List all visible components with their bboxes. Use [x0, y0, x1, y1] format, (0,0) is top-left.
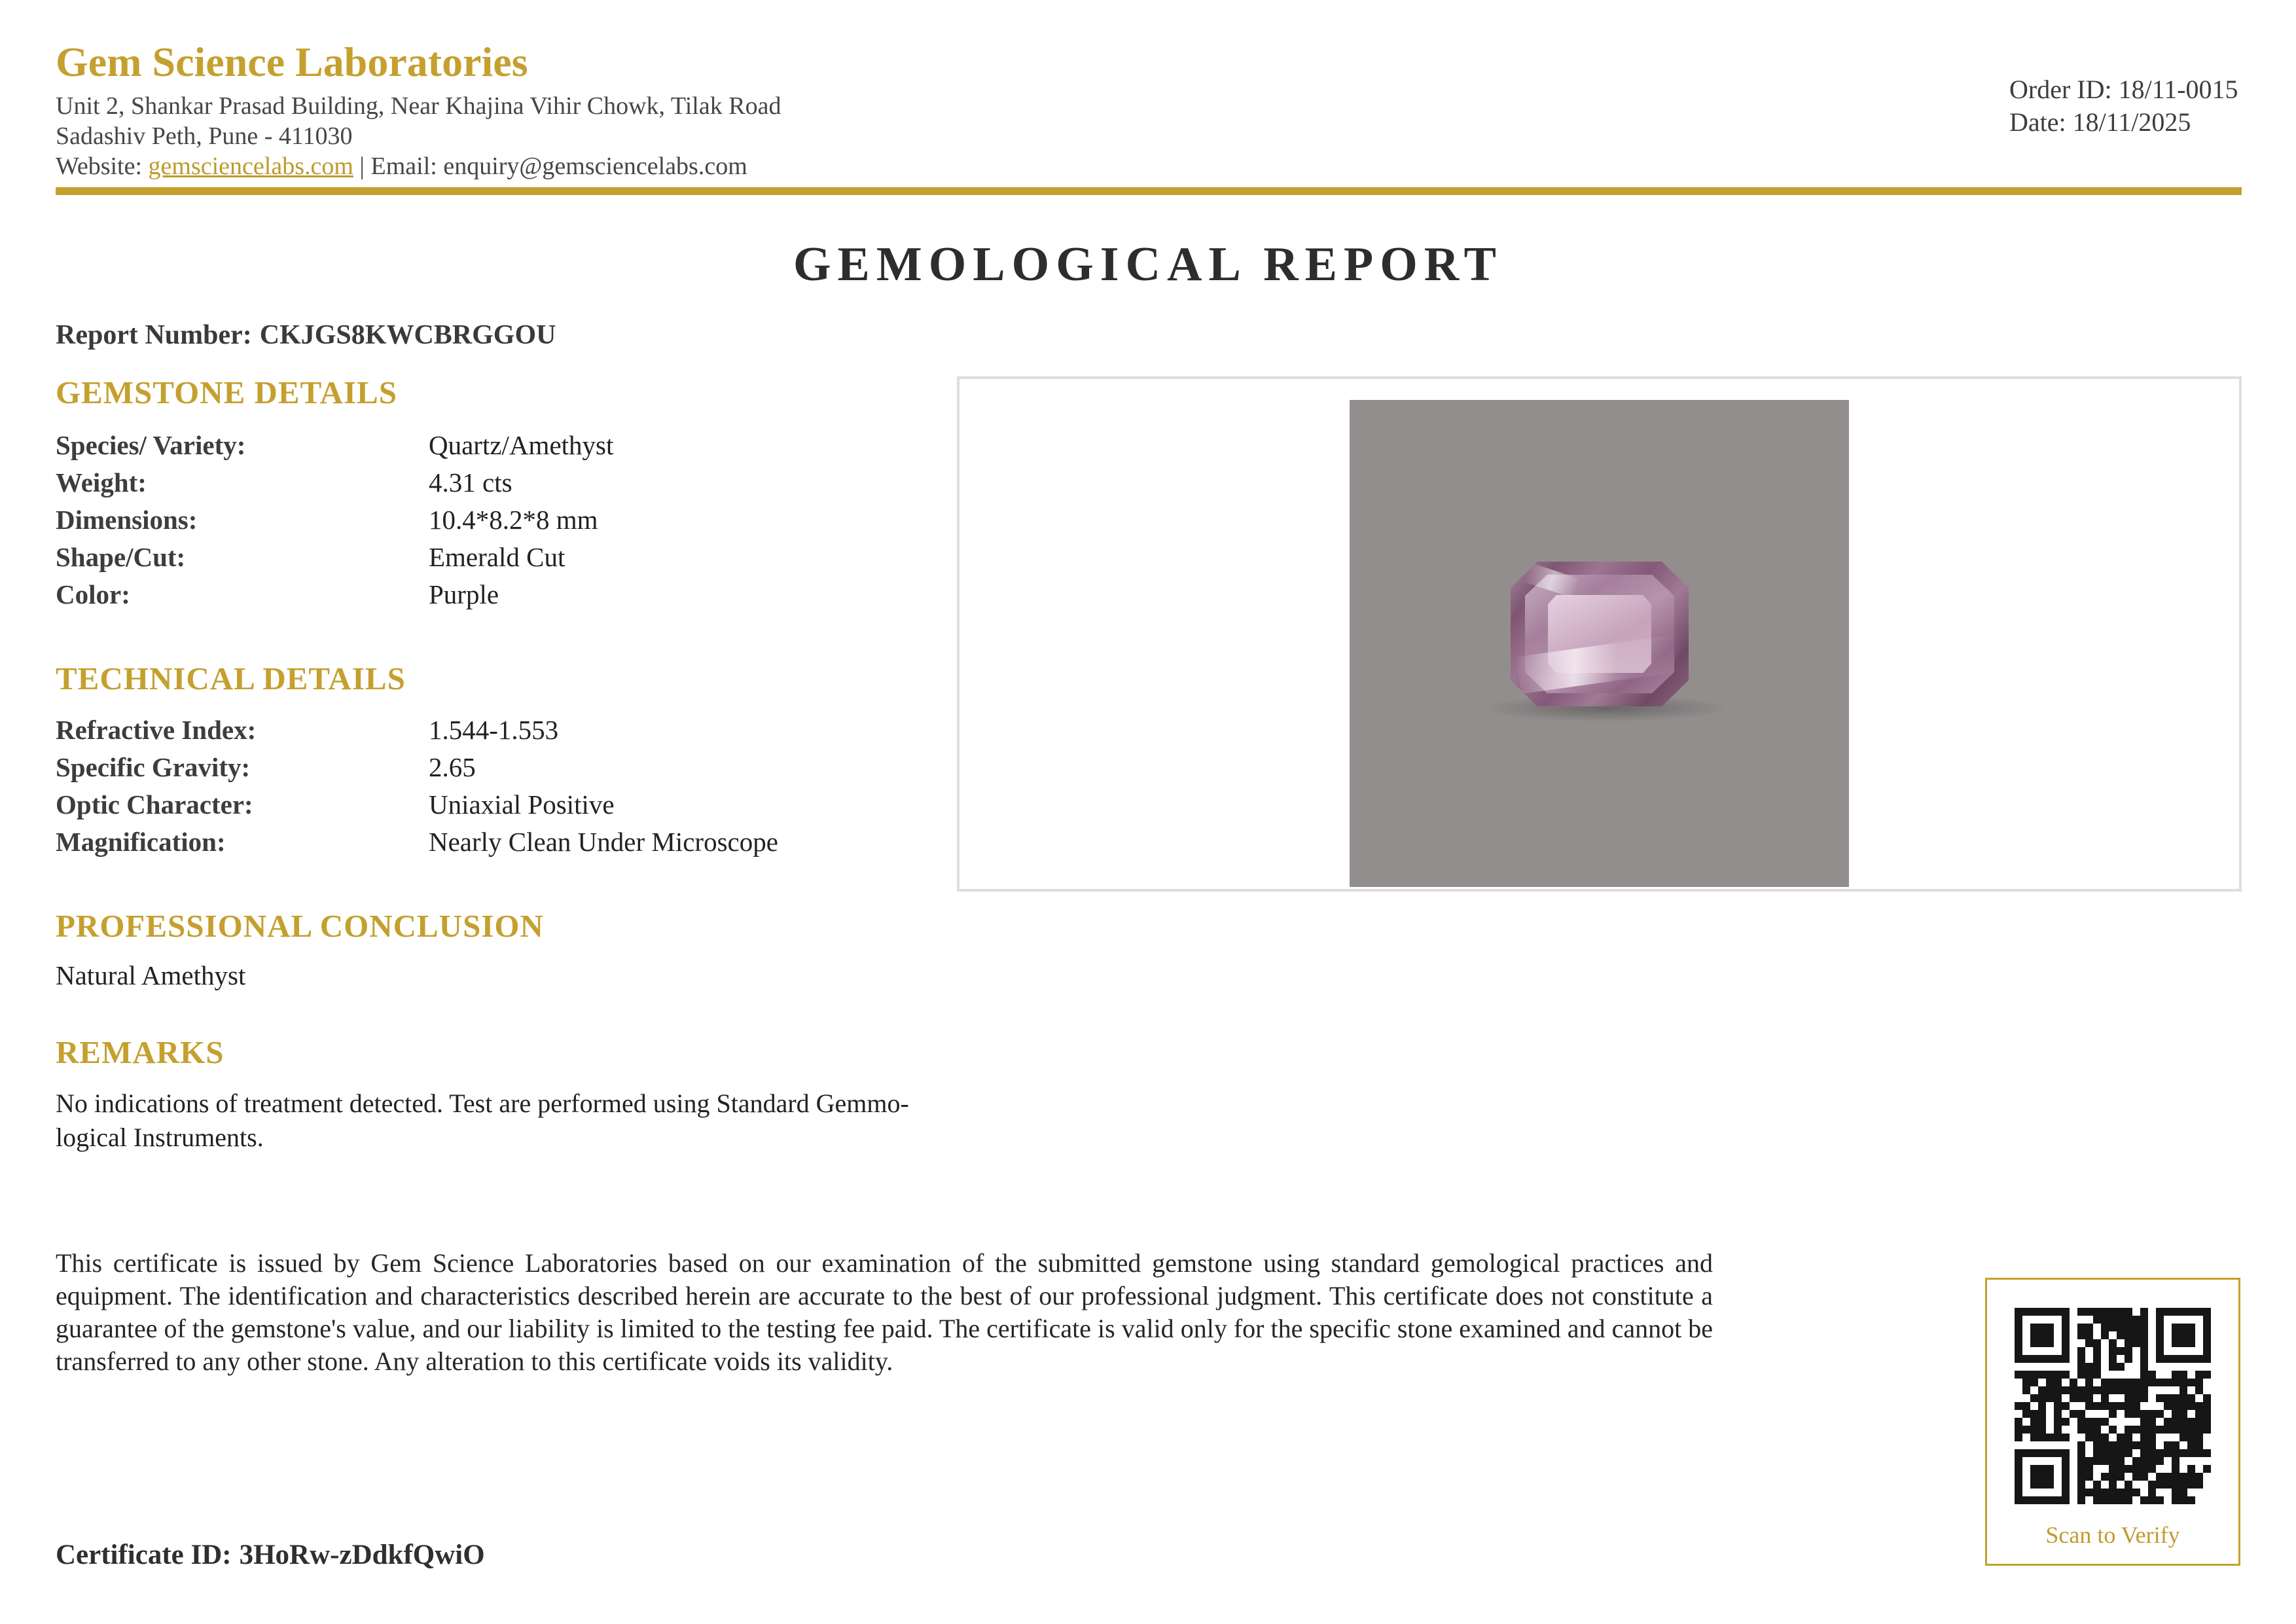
conclusion-heading: PROFESSIONAL CONCLUSION	[56, 908, 544, 944]
address-line-2: Sadashiv Peth, Pune - 411030	[56, 122, 353, 150]
detail-label: Dimensions:	[56, 504, 198, 535]
detail-value: 1.544-1.553	[429, 714, 559, 745]
table-row	[56, 426, 613, 463]
website-link[interactable]: gemsciencelabs.com	[148, 153, 353, 180]
disclaimer-text: This certificate is issued by Gem Science Laboratories based on our examination of the submitted gemstone using standard gemological practices and equipment. The identification and characteristics described herein are accurate to the best of our professional judgment. This certificate does not constitute a guarantee of the gemstone's value, and our liability is limited to the testing fee paid. The certificate is valid only for the specific stone examined and cannot be transferred to any other stone. Any alteration to this certificate voids its validity.	[56, 1248, 1713, 1376]
detail-label: Species/ Variety:	[56, 429, 246, 460]
report-number-value: CKJGS8KWCBRGGOU	[259, 320, 556, 350]
gem-image	[1511, 562, 1689, 706]
report-number-label: Report Number:	[56, 320, 252, 350]
header-divider	[56, 187, 2242, 195]
order-id: Order ID: 18/11-0015	[2009, 75, 2238, 104]
contact-separator: |	[359, 153, 365, 180]
detail-label: Shape/Cut:	[56, 541, 186, 572]
detail-value: Emerald Cut	[429, 541, 565, 572]
lab-header	[56, 39, 781, 181]
detail-label: Magnification:	[56, 826, 226, 857]
address-line-1: Unit 2, Shankar Prasad Building, Near Khajina Vihir Chowk, Tilak Road	[56, 92, 781, 120]
certificate-id-line	[56, 1538, 485, 1572]
lab-name: Gem Science Laboratories	[56, 39, 528, 85]
detail-label: Optic Character:	[56, 789, 253, 820]
qr-code	[2015, 1308, 2211, 1504]
gemstone-details-table	[56, 426, 613, 613]
gemstone-photo-box	[957, 376, 2242, 892]
certificate-id-value: 3HoRw-zDdkfQwiO	[239, 1540, 485, 1570]
detail-value: Purple	[429, 579, 499, 609]
gemstone-details-heading: GEMSTONE DETAILS	[56, 374, 398, 410]
table-row	[56, 823, 778, 860]
detail-value: Quartz/Amethyst	[429, 429, 614, 460]
remarks-line-1: No indications of treatment detected. Test are performed using Standard Gemmo-	[56, 1089, 909, 1118]
order-info	[2009, 73, 2238, 139]
detail-label: Weight:	[56, 467, 147, 497]
table-row	[56, 538, 613, 575]
detail-label: Specific Gravity:	[56, 751, 251, 782]
certificate-id-label: Certificate ID:	[56, 1540, 232, 1570]
page-title: GEMOLOGICAL REPORT	[793, 238, 1503, 291]
email-text: Email: enquiry@gemsciencelabs.com	[370, 153, 747, 180]
table-row	[56, 463, 613, 501]
technical-details-table	[56, 711, 778, 860]
technical-details-heading: TECHNICAL DETAILS	[56, 660, 406, 696]
detail-value: Uniaxial Positive	[429, 789, 615, 820]
table-row	[56, 785, 778, 823]
website-label: Website:	[56, 153, 143, 180]
detail-value: 2.65	[429, 751, 476, 782]
table-row	[56, 575, 613, 613]
report-date: Date: 18/11/2025	[2009, 107, 2191, 137]
detail-value: 4.31 cts	[429, 467, 512, 497]
table-row	[56, 711, 778, 748]
remarks-text	[56, 1087, 909, 1155]
report-number-line	[56, 319, 556, 352]
detail-label: Refractive Index:	[56, 714, 257, 745]
detail-value: Nearly Clean Under Microscope	[429, 826, 778, 857]
table-row	[56, 748, 778, 785]
conclusion-text: Natural Amethyst	[56, 960, 246, 990]
verify-box	[1985, 1278, 2240, 1566]
remarks-line-2: logical Instruments.	[56, 1123, 264, 1152]
table-row	[56, 501, 613, 538]
detail-label: Color:	[56, 579, 130, 609]
gemstone-photo	[1350, 400, 1849, 887]
detail-value: 10.4*8.2*8 mm	[429, 504, 598, 535]
scan-to-verify-label: Scan to Verify	[2045, 1522, 2180, 1548]
contact-line	[56, 151, 781, 181]
remarks-heading: REMARKS	[56, 1034, 224, 1070]
